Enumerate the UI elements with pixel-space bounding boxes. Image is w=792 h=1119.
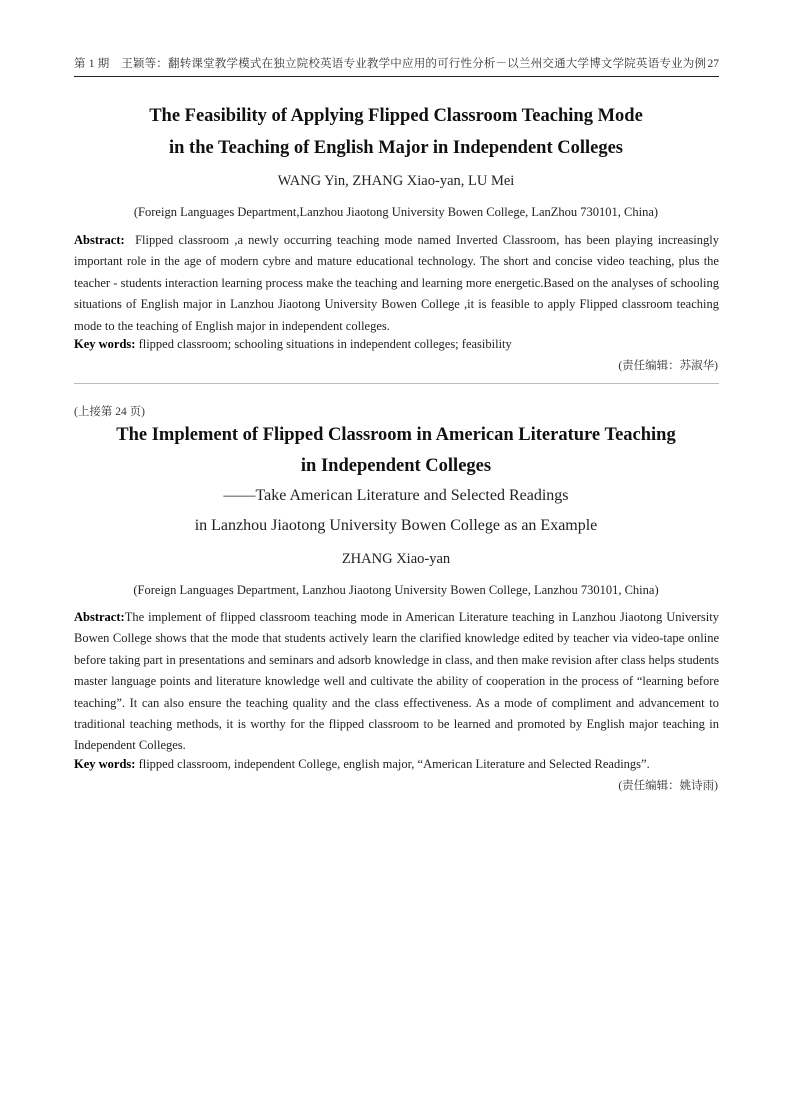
- article1-editor-note: (责任编辑：苏淑华): [618, 360, 718, 372]
- article1-title-line1: The Feasibility of Applying Flipped Classroom Teaching Mode: [149, 106, 643, 126]
- article1-affiliation: (Foreign Languages Department,Lanzhou Jiaotong University Bowen College, LanZhou 730101, China): [133, 205, 659, 219]
- running-header-text: 第 1 期 王颖等：翻转课堂教学模式在独立院校英语专业教学中应用的可行性分析－以兰州交通大学博文学院英语专业为例: [74, 58, 707, 70]
- article2-subtitle-line1: ——Take American Literature and Selected Readings: [223, 487, 569, 504]
- article2-editor-note: (责任编辑：姚诗雨): [618, 780, 718, 792]
- article1-title-line2: in the Teaching of English Major in Independent Colleges: [168, 138, 623, 158]
- article2-abstract: [74, 607, 719, 757]
- running-header: [74, 56, 719, 77]
- article2-keywords: [74, 756, 719, 772]
- article1-abstract-label: Abstract:: [74, 233, 125, 247]
- article2-title-line1: The Implement of Flipped Classroom in American Literature Teaching: [116, 425, 676, 445]
- article1-keywords-text: flipped classroom; schooling situations in independent colleges; feasibility: [138, 337, 512, 351]
- article2-keywords-label: Key words:: [74, 757, 136, 771]
- article-divider: [74, 383, 719, 384]
- article1-keywords-label: Key words:: [74, 337, 136, 351]
- article2-affiliation: (Foreign Languages Department, Lanzhou Jiaotong University Bowen College, Lanzhou 730101, China): [133, 583, 659, 597]
- article2-subtitle-line2: in Lanzhou Jiaotong University Bowen College as an Example: [194, 517, 598, 534]
- article2-keywords-text: flipped classroom, independent College, english major, “American Literature and Selected Readings”.: [138, 757, 650, 771]
- article2-abstract-label: Abstract:: [74, 610, 125, 624]
- article1-abstract-text: Flipped classroom ,a newly occurring teaching mode named Inverted Classroom, has been playing increasingly important role in the age of modern cybre and mature educational technology. The short and concise video teaching, plus the teacher - students interaction learning process make the teaching and learning more energetic.Based on the analyses of schooling situations of English major in Lanzhou Jiaotong University Bowen College ,it is feasible to apply Flipped classroom teaching mode to the teaching of English major in independent colleges.: [74, 233, 719, 333]
- article1-keywords: [74, 336, 719, 352]
- article2-authors: ZHANG Xiao-yan: [341, 551, 451, 567]
- continued-from-note: (上接第 24 页): [74, 406, 145, 418]
- page-number: 27: [707, 58, 719, 70]
- article1-abstract: [74, 230, 719, 337]
- article2-title-line2: in Independent Colleges: [300, 456, 492, 476]
- article1-authors: WANG Yin, ZHANG Xiao-yan, LU Mei: [277, 173, 515, 189]
- article2-abstract-text: The implement of flipped classroom teaching mode in American Literature teaching in Lanzhou Jiaotong University Bowen College shows that the mode that students actively learn the clarified knowledge edited by teacher via video-tape online before taking part in presentations and seminars and adsorb knowledge in class, and then make revision after class helps students master language points and literature knowledge well and cultivate the ability of cooperation in the process of “learning before teaching”. It can also ensure the teaching quality and the class effectiveness. As a mode of compliment and advancement to traditional teaching methods, it is worthy for the flipped classroom to be learned and promoted by English major teaching in Independent Colleges.: [74, 610, 719, 753]
